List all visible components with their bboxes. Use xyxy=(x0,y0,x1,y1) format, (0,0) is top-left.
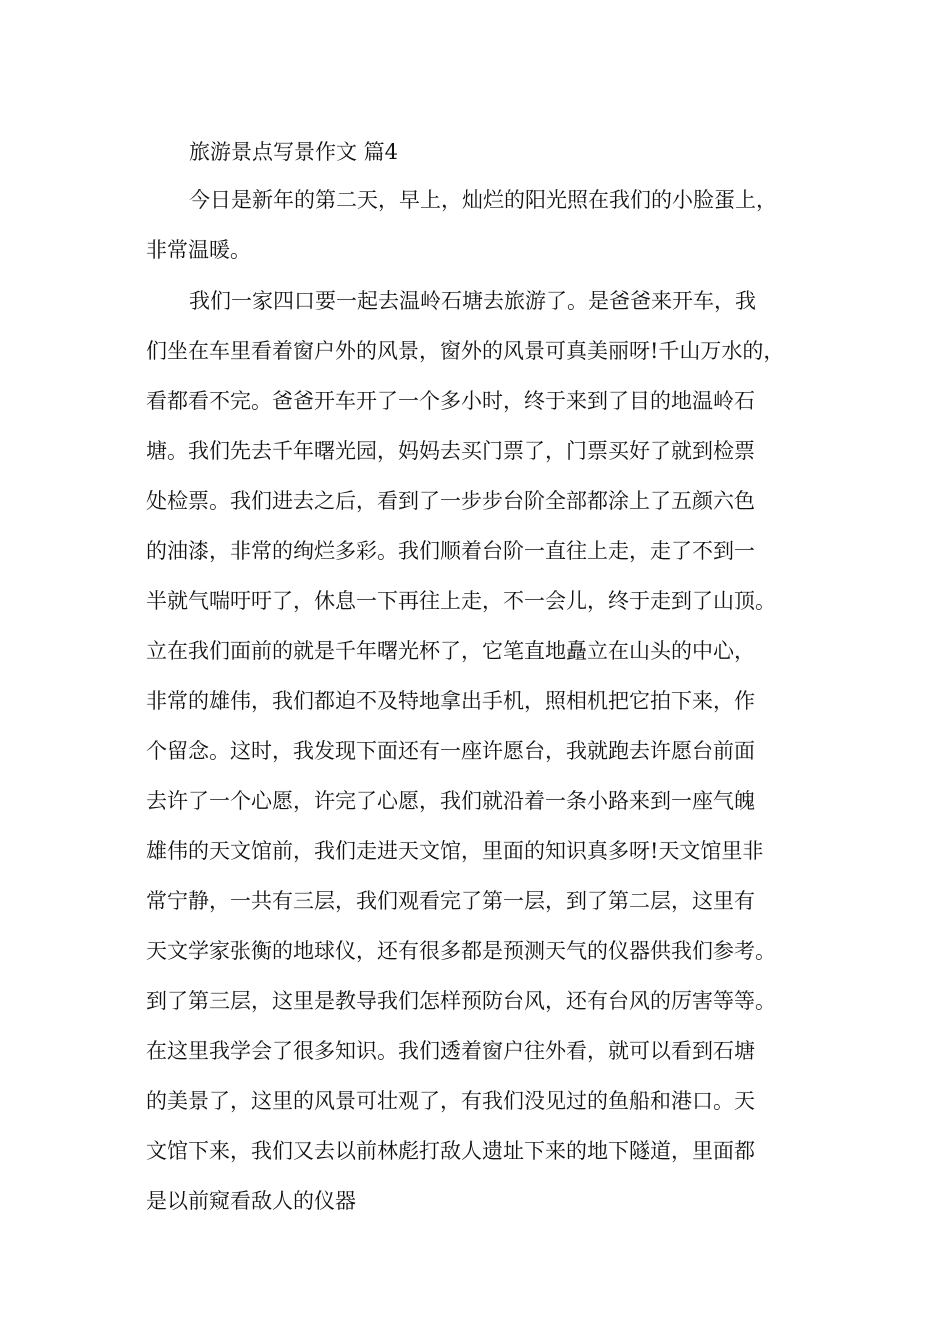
paragraph-line: 塘。我们先去千年曙光园，妈妈去买门票了，门票买好了就到检票 xyxy=(146,439,755,463)
paragraph-line: 立在我们面前的就是千年曙光杯了，它笔直地矗立在山头的中心， xyxy=(146,639,755,663)
paragraph-line: 雄伟的天文馆前，我们走进天文馆，里面的知识真多呀!天文馆里非 xyxy=(146,839,764,863)
paragraph-line: 到了第三层，这里是教导我们怎样预防台风，还有台风的厉害等等。 xyxy=(146,989,776,1013)
paragraph-line: 今日是新年的第二天，早上，灿烂的阳光照在我们的小脸蛋上， xyxy=(189,188,777,212)
paragraph-line: 去许了一个心愿，许完了心愿，我们就沿着一条小路来到一座气魄 xyxy=(146,789,755,813)
paragraph-line: 的油漆，非常的绚烂多彩。我们顺着台阶一直往上走，走了不到一 xyxy=(146,539,755,563)
paragraph-line: 半就气喘吁吁了，休息一下再往上走，不一会儿，终于走到了山顶。 xyxy=(146,589,776,613)
paragraph-line: 天文学家张衡的地球仪，还有很多都是预测天气的仪器供我们参考。 xyxy=(146,939,776,963)
paragraph-line: 们坐在车里看着窗户外的风景，窗外的风景可真美丽呀!千山万水的， xyxy=(146,339,785,363)
paragraph-line: 我们一家四口要一起去温岭石塘去旅游了。是爸爸来开车，我 xyxy=(189,289,756,313)
essay-title: 旅游景点写景作文 篇4 xyxy=(189,140,399,164)
paragraph-line: 非常温暖。 xyxy=(146,238,251,262)
paragraph-line: 个留念。这时，我发现下面还有一座许愿台，我就跑去许愿台前面 xyxy=(146,739,755,763)
paragraph-line: 看都看不完。爸爸开车开了一个多小时，终于来到了目的地温岭石 xyxy=(146,389,755,413)
paragraph-line: 处检票。我们进去之后，看到了一步步台阶全部都涂上了五颜六色 xyxy=(146,489,755,513)
paragraph-line: 常宁静，一共有三层，我们观看完了第一层，到了第二层，这里有 xyxy=(146,889,755,913)
paragraph-line: 的美景了，这里的风景可壮观了，有我们没见过的鱼船和港口。天 xyxy=(146,1089,755,1113)
paragraph-line: 在这里我学会了很多知识。我们透着窗户往外看，就可以看到石塘 xyxy=(146,1039,755,1063)
paragraph-line: 非常的雄伟，我们都迫不及特地拿出手机，照相机把它拍下来，作 xyxy=(146,689,755,713)
paragraph-line: 文馆下来，我们又去以前林彪打敌人遗址下来的地下隧道，里面都 xyxy=(146,1139,755,1163)
paragraph-line: 是以前窥看敌人的仪器 xyxy=(146,1189,356,1213)
